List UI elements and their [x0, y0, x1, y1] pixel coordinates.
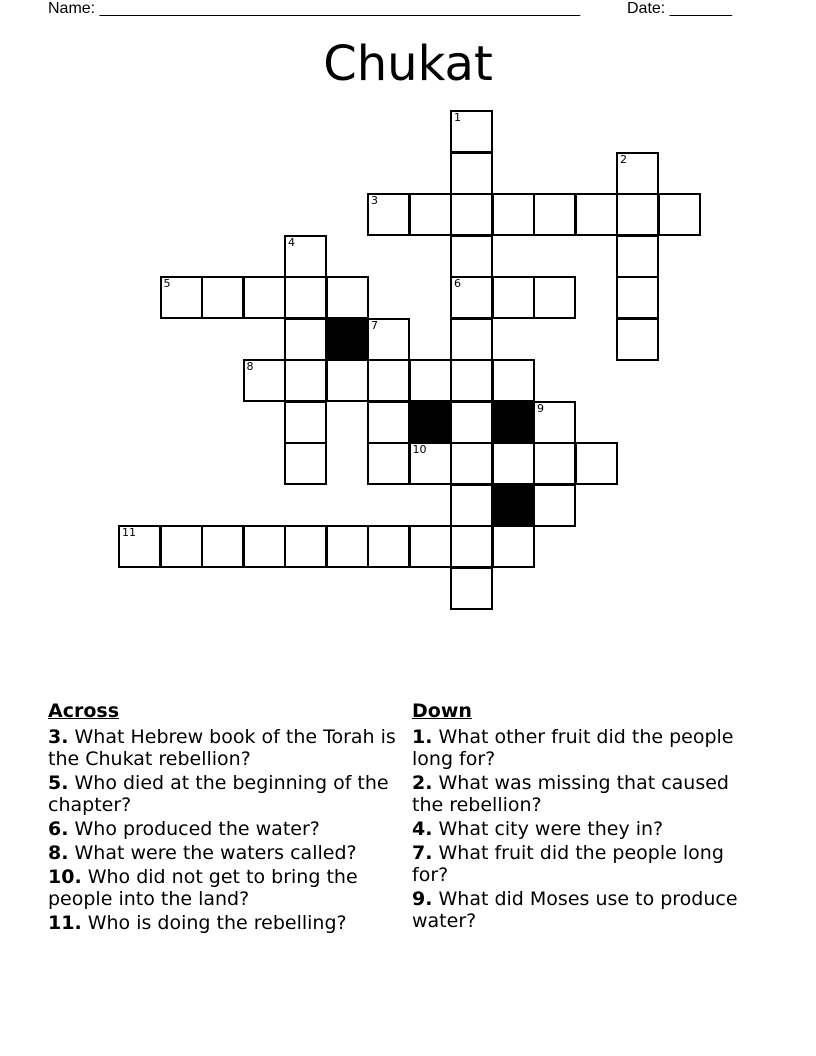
grid-cell[interactable] — [160, 525, 203, 568]
clue-number-label: 10 — [412, 443, 427, 456]
across-clue — [48, 818, 398, 840]
grid-cell[interactable] — [450, 567, 493, 610]
black-square — [409, 401, 452, 444]
black-square — [326, 318, 369, 361]
grid-cell[interactable] — [616, 235, 659, 278]
across-clue — [48, 726, 398, 770]
grid-cell[interactable] — [326, 359, 369, 402]
grid-cell[interactable] — [575, 442, 618, 485]
across-clue — [48, 772, 398, 816]
grid-cell[interactable] — [284, 359, 327, 402]
grid-cell[interactable] — [367, 442, 410, 485]
grid-cell[interactable] — [450, 442, 493, 485]
clue-text: What was missing that caused the rebellion? — [412, 772, 729, 816]
grid-cell[interactable] — [409, 193, 452, 236]
down-clue — [412, 842, 762, 886]
down-clue — [412, 818, 762, 840]
clue-number-label: 6 — [454, 277, 461, 290]
grid-cell[interactable] — [616, 276, 659, 319]
clue-number: 7. — [412, 842, 433, 864]
down-heading: Down — [412, 700, 472, 722]
clue-number: 10. — [48, 866, 82, 888]
clue-text: Who died at the beginning of the chapter? — [48, 772, 389, 816]
grid-cell[interactable] — [326, 276, 369, 319]
clue-number-label: 8 — [246, 360, 254, 373]
clue-text: What did Moses use to produce water? — [412, 888, 738, 932]
grid-cell[interactable] — [492, 276, 535, 319]
grid-cell[interactable] — [284, 235, 327, 278]
grid-cell[interactable] — [409, 525, 452, 568]
grid-cell[interactable] — [284, 442, 327, 485]
grid-cell[interactable] — [160, 276, 203, 319]
grid-cell[interactable] — [367, 193, 410, 236]
grid-cell[interactable] — [450, 484, 493, 527]
grid-cell[interactable] — [243, 276, 286, 319]
clue-number: 9. — [412, 888, 433, 910]
clue-number: 1. — [412, 726, 433, 748]
grid-cell[interactable] — [450, 359, 493, 402]
grid-cell[interactable] — [284, 525, 327, 568]
clue-number-label: 5 — [163, 277, 171, 290]
grid-cell[interactable] — [450, 235, 493, 278]
clue-text: What Hebrew book of the Torah is the Chukat rebellion? — [48, 726, 396, 770]
grid-cell[interactable] — [450, 276, 493, 319]
grid-cell[interactable] — [533, 401, 576, 444]
grid-cell[interactable] — [367, 359, 410, 402]
grid-cell[interactable] — [492, 359, 535, 402]
grid-cell[interactable] — [409, 359, 452, 402]
clue-number-label: 9 — [537, 401, 544, 415]
grid-cell[interactable] — [450, 110, 493, 153]
down-clue — [412, 726, 762, 770]
clue-number-label: 3 — [371, 194, 378, 207]
grid-cell[interactable] — [492, 193, 535, 236]
grid-cell[interactable] — [575, 193, 618, 236]
grid-cell[interactable] — [492, 525, 535, 568]
clue-text: Who is doing the rebelling? — [87, 912, 347, 934]
puzzle-title: Chukat — [323, 36, 493, 92]
grid-cell[interactable] — [616, 152, 659, 195]
clue-number: 4. — [412, 818, 433, 840]
date-field-label: Date: _______ — [627, 0, 732, 17]
clue-text: What other fruit did the people long for? — [412, 726, 734, 770]
clue-text: Who did not get to bring the people into the land? — [48, 866, 358, 910]
grid-cell[interactable] — [367, 318, 410, 361]
across-heading: Across — [48, 700, 120, 722]
black-square — [492, 484, 535, 527]
grid-cell[interactable] — [616, 318, 659, 361]
clue-text: What fruit did the people long for? — [412, 842, 724, 886]
clue-text: What were the waters called? — [74, 842, 357, 864]
grid-cell[interactable] — [409, 442, 452, 485]
across-clue — [48, 866, 398, 910]
clue-number: 8. — [48, 842, 69, 864]
grid-cell[interactable] — [450, 193, 493, 236]
clue-number: 2. — [412, 772, 433, 794]
down-clues — [412, 700, 762, 934]
clue-number: 3. — [48, 726, 69, 748]
clue-text: What city were they in? — [438, 818, 664, 840]
grid-cell[interactable] — [367, 525, 410, 568]
grid-cell[interactable] — [243, 359, 286, 402]
down-clue — [412, 772, 762, 816]
name-field-label: Name: ______________________________________________________ — [48, 0, 581, 17]
grid-cell[interactable] — [201, 276, 244, 319]
grid-cell[interactable] — [284, 401, 327, 444]
grid-cell[interactable] — [658, 193, 701, 236]
across-clues — [48, 700, 398, 936]
clue-text: Who produced the water? — [74, 818, 320, 840]
grid-cell[interactable] — [616, 193, 659, 236]
grid-cell[interactable] — [118, 525, 161, 568]
clue-number-label: 2 — [620, 152, 627, 166]
grid-cell[interactable] — [450, 318, 493, 361]
grid-cell[interactable] — [367, 401, 410, 444]
clue-number-label: 4 — [288, 235, 295, 249]
clue-number: 6. — [48, 818, 69, 840]
across-clue — [48, 842, 398, 864]
clue-number: 5. — [48, 772, 69, 794]
grid-cell[interactable] — [450, 152, 493, 195]
grid-cell[interactable] — [284, 318, 327, 361]
grid-cell[interactable] — [492, 442, 535, 485]
clue-number-label: 1 — [454, 111, 461, 124]
grid-cell[interactable] — [243, 525, 286, 568]
grid-cell[interactable] — [450, 525, 493, 568]
across-clue — [48, 912, 398, 934]
grid-cell[interactable] — [201, 525, 244, 568]
grid-cell[interactable] — [533, 276, 576, 319]
grid-cell[interactable] — [326, 525, 369, 568]
grid-cell[interactable] — [533, 193, 576, 236]
clue-number-label: 11 — [122, 526, 136, 539]
clue-number-label: 7 — [371, 318, 378, 332]
grid-cell[interactable] — [533, 484, 576, 527]
down-clue — [412, 888, 762, 932]
clue-number: 11. — [48, 912, 82, 934]
grid-cell[interactable] — [533, 442, 576, 485]
grid-cell[interactable] — [284, 276, 327, 319]
grid-cell[interactable] — [450, 401, 493, 444]
black-square — [492, 401, 535, 444]
